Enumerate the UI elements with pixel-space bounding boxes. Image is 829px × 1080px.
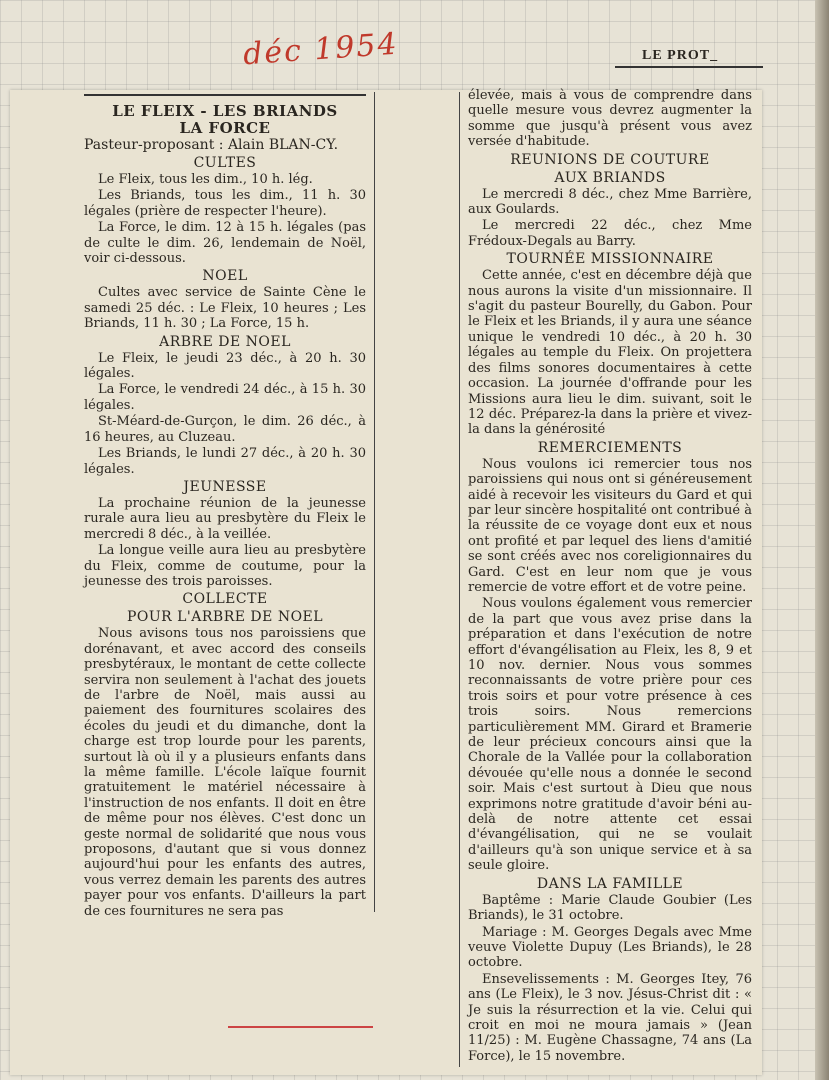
jeunesse-paragraph: La prochaine réunion de la jeunesse rurale aura lieu au presbytère du Fleix le mercredi 8 déc., à la veillée. <box>84 495 366 542</box>
couture-paragraph: Le mercredi 8 déc., chez Mme Barrière, aux Goulards. <box>468 186 752 218</box>
jeunesse-heading: JEUNESSE <box>183 478 267 495</box>
header-rule <box>615 66 763 68</box>
parish-subtitle: LA FORCE <box>179 119 271 137</box>
collecte-subheading: POUR L'ARBRE DE NOEL <box>126 609 324 626</box>
cultes-paragraph: Les Briands, tous les dim., 11 h. 30 légales (prière de respecter l'heure). <box>84 188 366 219</box>
arbre-paragraph: La Force, le vendredi 24 déc., à 15 h. 30 légales. <box>84 382 366 413</box>
remerciements-paragraph: Nous voulons également vous remercier de la part que vous avez prise dans la préparation et dans l'exécution de notre effort d'évangélisation au Fleix, les 8, 9 et 10 nov. dernier. Nous vous sommes reconnaissants de votre prière pour ces trois soirs et pour votre présence à ces trois soirs. Nous remercions particulièrement MM. Girard et Bramerie de leur précieux concours ainsi que la Chorale de la Vallée pour la collaboration dévouée qu'elle nous a donnée le second soir. Mais c'est surtout à Dieu que nous exprimons notre gratitude d'avoir béni au-delà de notre attente cet essai d'évangélisation, qui ne se voulait d'ailleurs qu'à son unique service et à sa seule gloire. <box>468 596 752 874</box>
cultes-heading: CULTES <box>193 155 257 171</box>
pasteur-line: Pasteur-proposant : Alain BLAN-CY. <box>84 137 339 153</box>
page-edge <box>815 0 829 1080</box>
arbre-heading: ARBRE DE NOEL <box>159 333 291 350</box>
cultes-paragraph: La Force, le dim. 12 à 15 h. légales (pas de culte le dim. 26, lendemain de Noël, voir ci-dessous. <box>84 220 366 267</box>
arbre-paragraph: St-Méard-de-Gurçon, le dim. 26 déc., à 16 heures, au Cluzeau. <box>84 414 366 445</box>
column-divider-left <box>374 92 375 912</box>
right-column <box>468 88 752 1065</box>
tournee-paragraph: Cette année, c'est en décembre déjà que nous aurons la visite d'un missionnaire. Il s'agit du pasteur Bourelly, du Gabon. Pour le Fleix et les Briands, il y aura une séance unique le vendredi 10 déc., à 20 h. 30 légales au temple du Fleix. On projettera des films sonores documentaires à cette occasion. La journée d'offrande pour les Missions aura lieu le dim. suivant, soit le 12 déc. Préparez-la dans la prière et vivez-la dans la générosité <box>468 268 752 438</box>
couture-heading: REUNIONS DE COUTURE <box>510 151 710 168</box>
noel-paragraph: Cultes avec service de Sainte Cène le samedi 25 déc. : Le Fleix, 10 heures ; Les Briands, 11 h. 30 ; La Force, 15 h. <box>84 285 366 332</box>
jeunesse-paragraph: La longue veille aura lieu au presbytère du Fleix, comme de coutume, pour la jeunesse des trois paroisses. <box>84 543 366 589</box>
famille-paragraph: Mariage : M. Georges Degals avec Mme veuve Violette Dupuy (Les Briands), le 28 octobre. <box>468 924 752 971</box>
column-top-rule <box>84 94 366 96</box>
cultes-paragraph: Le Fleix, tous les dim., 10 h. lég. <box>98 172 313 187</box>
red-pencil-line <box>228 1026 373 1028</box>
remerciements-heading: REMERCIEMENTS <box>537 439 683 456</box>
arbre-paragraph: Les Briands, le lundi 27 déc., à 20 h. 30 légales. <box>84 446 366 477</box>
newspaper-header-title: LE PROT_ <box>642 48 719 63</box>
collecte-heading: COLLECTE <box>182 591 268 608</box>
famille-paragraph: Baptême : Marie Claude Goubier (Les Briands), le 31 octobre. <box>468 892 752 924</box>
tournee-heading: TOURNÉE MISSIONNAIRE <box>506 251 714 268</box>
collecte-paragraph: Nous avisons tous nos paroissiens que dorénavant, et avec accord des conseils presbytéraux, le montant de cette collecte servira non seulement à l'achat des jouets de l'arbre de Noël, mais aussi au paiement des fournitures scolaires des écoles du jeudi et du dimanche, dont la charge est trop lourde pour les parents, surtout là où il y a plusieurs enfants dans la même famille. L'école laïque fournit gratuitement le matériel nécessaire à l'instruction de nos enfants. Il doit en être de même pour nos élèves. C'est donc un geste normal de solidarité que nous vous proposons, d'autant que si vous donnez aujourd'hui pour les enfants des autres, vous verrez demain les parents des autres payer pour vos enfants. D'ailleurs la part de ces fournitures ne sera pas <box>84 626 366 919</box>
handwritten-date-annotation: déc 1954 <box>241 26 400 73</box>
arbre-paragraph: Le Fleix, le jeudi 23 déc., à 20 h. 30 légales. <box>84 350 366 382</box>
noel-heading: NOEL <box>202 268 248 285</box>
column-divider-right <box>459 92 460 1067</box>
famille-paragraph: Ensevelissements : M. Georges Itey, 76 ans (Le Fleix), le 3 nov. Jésus-Christ dit : « Je suis la résurrection et la vie. Celui qui croit en moi ne moura jamais » (Jean 11/25) : M. Eugène Chassagne, 74 ans (La Force), le 15 novembre. <box>468 971 752 1064</box>
parish-title: LE FLEIX - LES BRIANDS <box>112 102 338 120</box>
collecte-continuation: élevée, mais à vous de comprendre dans quelle mesure vous devrez augmenter la somme que jusqu'à présent vous avez versée d'habitude. <box>468 88 752 150</box>
left-column <box>84 94 366 920</box>
famille-heading: DANS LA FAMILLE <box>536 875 684 892</box>
couture-subheading: AUX BRIANDS <box>554 169 666 186</box>
remerciements-paragraph: Nous voulons ici remercier tous nos paroissiens qui nous ont si généreusement aidé à recevoir les visiteurs du Gard et qui par leur sincère hospitalité ont contribué à la réussite de ce voyage dont eux et nous ont profité et par lequel des liens d'amitié se sont créés avec nos coreligionnaires du Gard. C'est en leur nom que je vous remercie de votre effort et de votre peine. <box>468 456 752 595</box>
couture-paragraph: Le mercredi 22 déc., chez Mme Frédoux-Degals au Barry. <box>468 218 752 249</box>
